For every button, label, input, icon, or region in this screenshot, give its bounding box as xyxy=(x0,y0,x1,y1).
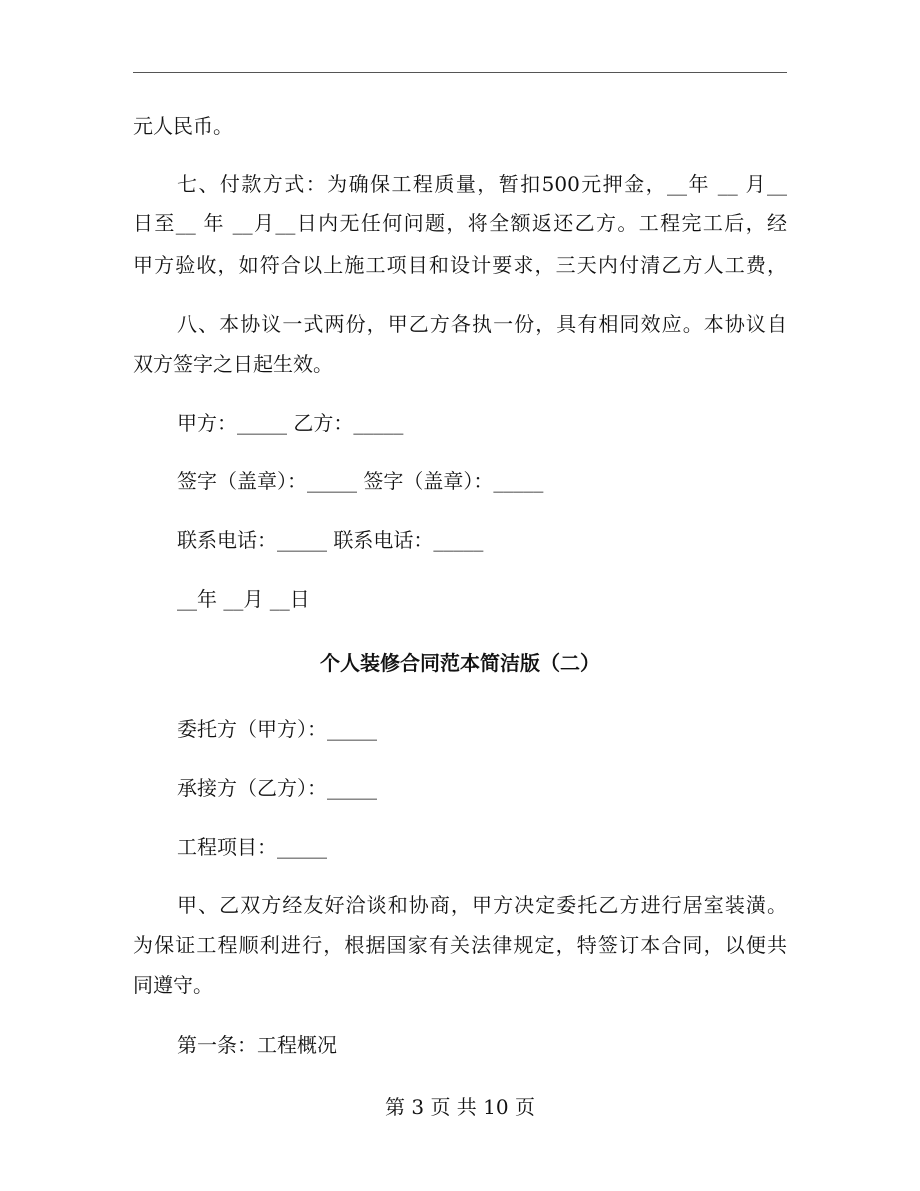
text-line: 同遵守。 xyxy=(133,973,213,997)
section-title: 个人装修合同范本简洁版（二） xyxy=(320,651,600,675)
text-line: 双方签字之日起生效。 xyxy=(133,352,333,376)
signature-line: 联系电话：_____ 联系电话：_____ xyxy=(177,528,484,552)
text-line: 七、付款方式：为确保工程质量，暂扣500元押金，__年 __ 月__ xyxy=(177,172,787,196)
text-line: 日至__ 年 __月__日内无任何问题，将全额返还乙方。工程完工后，经 xyxy=(133,211,787,235)
text-line: 八、本协议一式两份，甲乙方各执一份，具有相同效应。本协议自 xyxy=(177,312,787,336)
date-line: __年 __月 __日 xyxy=(177,587,310,611)
text-line: 承接方（乙方）：_____ xyxy=(177,776,377,800)
text-line: 元人民币。 xyxy=(133,114,233,138)
text-line: 甲、乙双方经友好洽谈和协商，甲方决定委托乙方进行居室装潢。 xyxy=(177,893,787,917)
text-line: 甲方验收，如符合以上施工项目和设计要求，三天内付清乙方人工费， xyxy=(133,253,787,277)
header-rule xyxy=(133,72,787,73)
page-number: 第 3 页 共 10 页 xyxy=(385,1095,535,1119)
text-line: 委托方（甲方）：_____ xyxy=(177,717,377,741)
text-line: 为保证工程顺利进行，根据国家有关法律规定，特签订本合同，以便共 xyxy=(133,933,787,957)
signature-line: 甲方：_____ 乙方：_____ xyxy=(177,411,404,435)
signature-line: 签字（盖章）：_____ 签字（盖章）：_____ xyxy=(177,469,544,493)
text-line: 工程项目：_____ xyxy=(177,835,327,859)
article-heading: 第一条：工程概况 xyxy=(177,1033,337,1057)
